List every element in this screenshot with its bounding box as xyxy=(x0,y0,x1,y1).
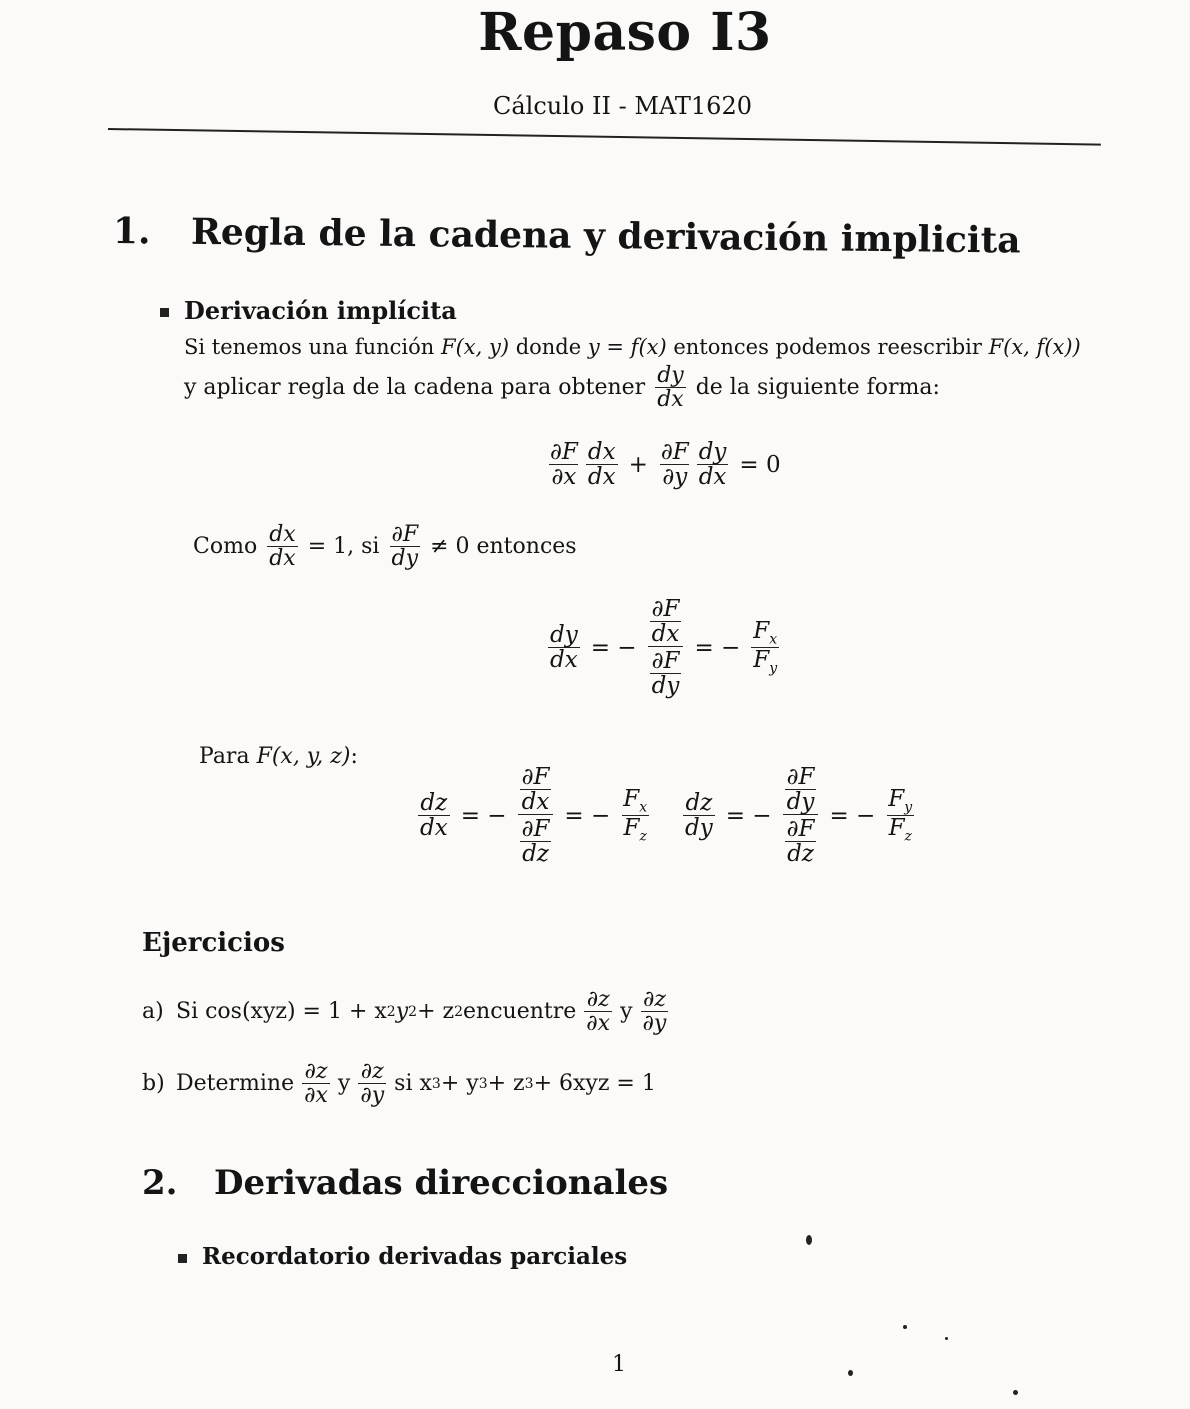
equation-implicit-2d: $\frac{dy}{dx}$ = − $\frac{\frac{\partial F}{dx}}{\frac{\partial F}{dy}}$ = − $\frac{F_x}{F_y}$ xyxy=(550,596,778,700)
scan-speck xyxy=(1013,1390,1018,1395)
exercise-a: a) Si cos(xyz) = 1 + x 2 y 2 + z 2 encuentre $\frac{\partial z}{\partial x}$ y $\frac{\partial z}{\partial y}$ xyxy=(142,987,667,1037)
section-title: Derivadas direccionales xyxy=(214,1163,669,1203)
section-number: 1. xyxy=(112,210,151,253)
como-line: Como $\frac{dx}{dx}$ = 1, si $\frac{\partial F}{dy}$ ≠ 0 entonces xyxy=(193,522,577,572)
equation-dz-dx: $\frac{dz}{dx}$ = − $\frac{\frac{\partial F}{dx}}{\frac{\partial F}{dz}}$ = − $\frac{F_x}{F_z}$ xyxy=(420,764,648,868)
bullet-icon xyxy=(178,1254,187,1263)
exercises-heading: Ejercicios xyxy=(142,928,285,958)
bullet-title: Derivación implícita xyxy=(184,296,457,325)
header-rule xyxy=(108,128,1101,146)
page-subtitle: Cálculo II - MAT1620 xyxy=(492,92,752,120)
para-xyz-label: Para F(x, y, z): xyxy=(199,744,358,769)
paragraph-line-2: y aplicar regla de la cadena para obtener $\frac{dy}{dx}$ de la siguiente forma: xyxy=(184,363,940,413)
equation-dz-dy: $\frac{dz}{dy}$ = − $\frac{\frac{\partial F}{dy}}{\frac{\partial F}{dz}}$ = − $\frac{F_y}{F_z}$ xyxy=(685,764,913,868)
scan-speck xyxy=(806,1235,812,1245)
bullet-icon xyxy=(160,308,169,317)
scan-speck xyxy=(945,1337,948,1340)
bullet-title-2: Recordatorio derivadas parciales xyxy=(202,1243,628,1270)
scan-speck xyxy=(848,1370,853,1376)
page-title: Repaso I3 xyxy=(478,2,772,63)
paragraph-line-1: Si tenemos una función F(x, y) donde y = f(x) entonces podemos reescribir F(x, f(x)) xyxy=(184,335,1081,359)
section-2-heading xyxy=(142,1163,668,1203)
page-number: 1 xyxy=(612,1352,626,1377)
exercise-b: b) Determine $\frac{\partial z}{\partial x}$ y $\frac{\partial z}{\partial y}$ si x 3 + y 3 + z 3 + 6xyz = 1 xyxy=(142,1059,656,1109)
fraction-dy-dx: $\frac{dy}{dx}$ xyxy=(657,363,684,413)
section-number: 2. xyxy=(142,1163,178,1203)
section-1-heading xyxy=(113,210,1021,262)
section-title: Regla de la cadena y derivación implicita xyxy=(190,210,1021,262)
equation-chain-rule: $\frac{\partial F}{\partial x}$ $\frac{dx}{dx}$ + $\frac{\partial F}{\partial y}$ $\frac{dy}{dx}$ = 0 xyxy=(550,439,781,491)
scan-speck xyxy=(903,1325,907,1329)
